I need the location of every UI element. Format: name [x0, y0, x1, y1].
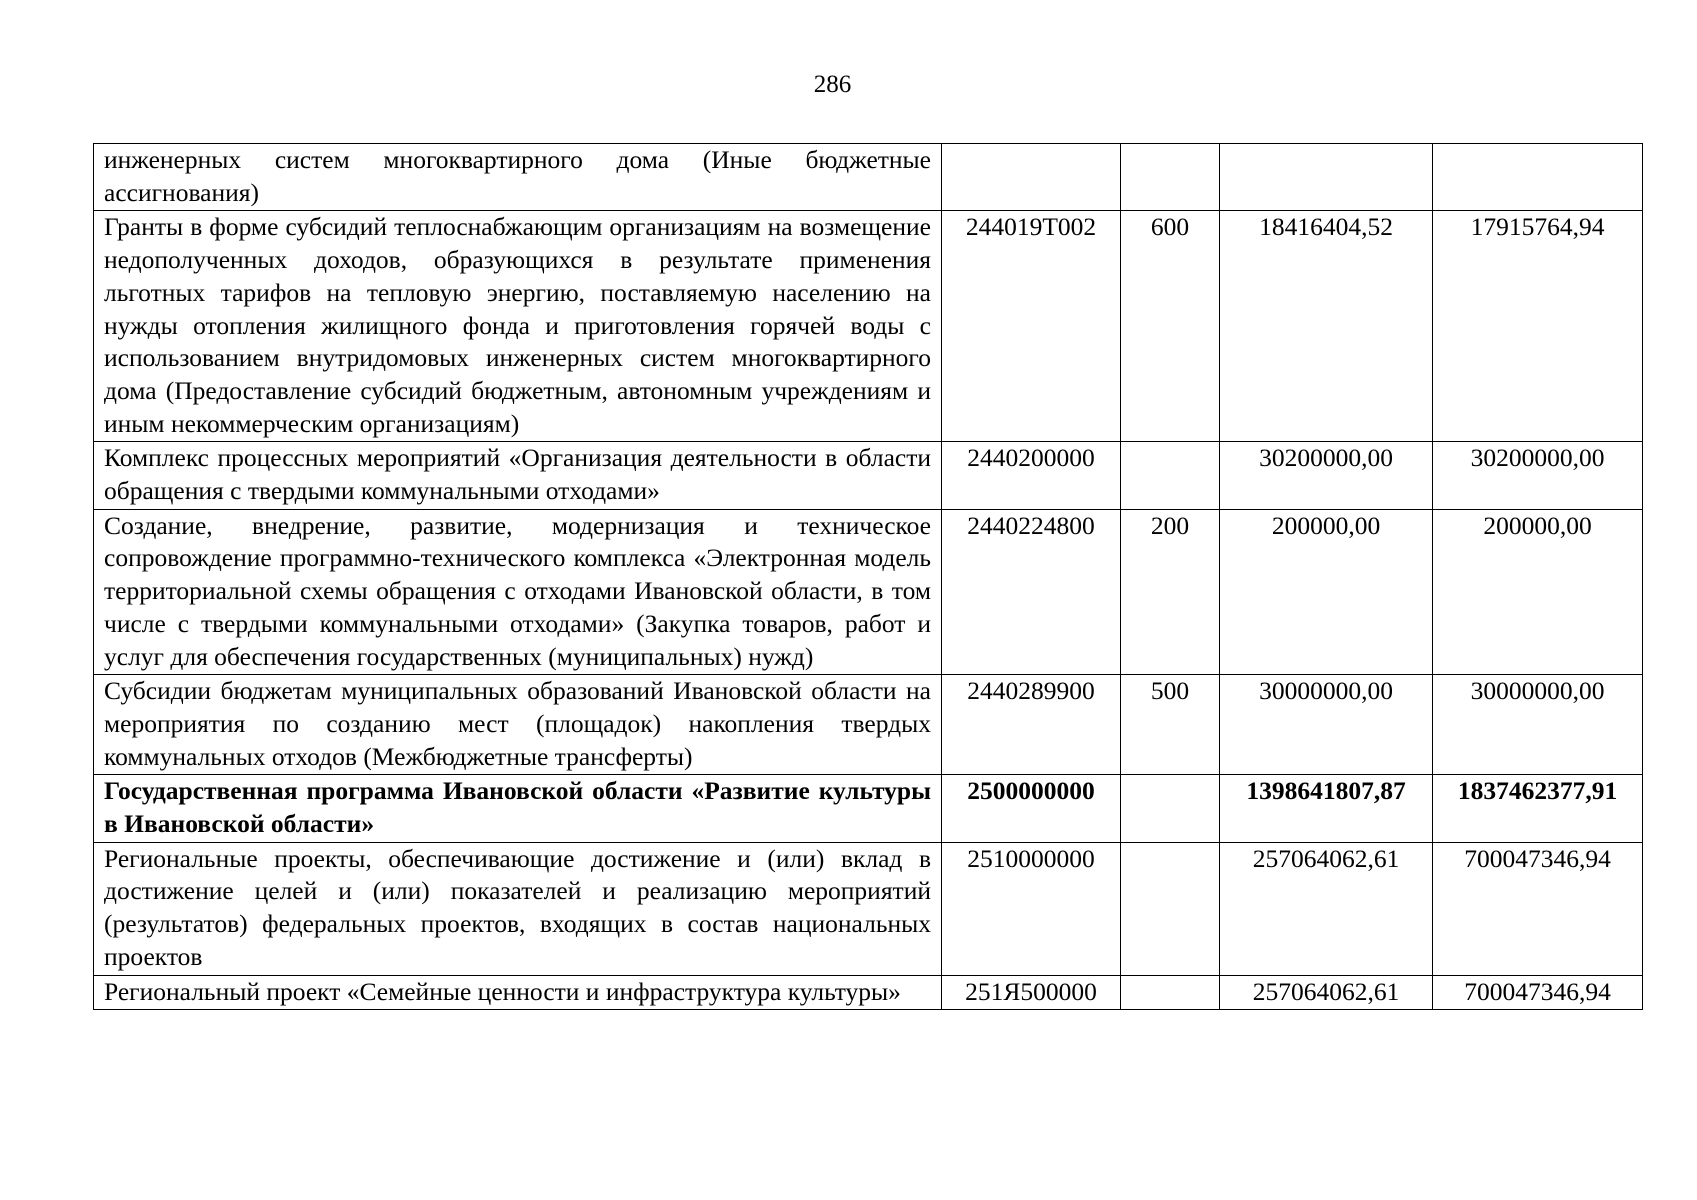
- table-row: [94, 211, 1643, 442]
- row-amount-year-2: [1433, 144, 1643, 211]
- row-expense-type: 500: [1121, 675, 1220, 775]
- row-amount-year-2: 700047346,94: [1433, 975, 1643, 1010]
- row-name: Региональные проекты, обеспечивающие достижение и (или) вклад в достижение целей и (или) показателей и реализацию мероприятий (результатов) федеральных проектов, входящих в состав национальных проектов: [94, 842, 942, 975]
- row-code: 2500000000: [942, 775, 1121, 842]
- row-code: 2440289900: [942, 675, 1121, 775]
- row-amount-year-1: 30000000,00: [1220, 675, 1433, 775]
- budget-table: [93, 143, 1643, 1010]
- row-name: Государственная программа Ивановской области «Развитие культуры в Ивановской области»: [94, 775, 942, 842]
- row-amount-year-2: 30000000,00: [1433, 675, 1643, 775]
- row-code: [942, 144, 1121, 211]
- row-amount-year-1: 200000,00: [1220, 509, 1433, 675]
- table-row: [94, 442, 1643, 509]
- row-expense-type: [1121, 442, 1220, 509]
- row-amount-year-1: [1220, 144, 1433, 211]
- table-row: [94, 675, 1643, 775]
- row-amount-year-1: 257064062,61: [1220, 975, 1433, 1010]
- row-name: Субсидии бюджетам муниципальных образований Ивановской области на мероприятия по созданию мест (площадок) накопления твердых коммунальных отходов (Межбюджетные трансферты): [94, 675, 942, 775]
- row-expense-type: [1121, 775, 1220, 842]
- row-amount-year-2: 30200000,00: [1433, 442, 1643, 509]
- row-code: 244019Т002: [942, 211, 1121, 442]
- row-name: инженерных систем многоквартирного дома (Иные бюджетные ассигнования): [94, 144, 942, 211]
- row-amount-year-2: 700047346,94: [1433, 842, 1643, 975]
- row-code: 2440224800: [942, 509, 1121, 675]
- row-expense-type: 200: [1121, 509, 1220, 675]
- row-expense-type: [1121, 842, 1220, 975]
- row-code: 251Я500000: [942, 975, 1121, 1010]
- row-amount-year-2: 1837462377,91: [1433, 775, 1643, 842]
- page-number: 286: [813, 71, 852, 98]
- table-row: [94, 975, 1643, 1010]
- row-amount-year-1: 18416404,52: [1220, 211, 1433, 442]
- row-amount-year-2: 200000,00: [1433, 509, 1643, 675]
- table-row: [94, 509, 1643, 675]
- table-row: [94, 144, 1643, 211]
- row-expense-type: 600: [1121, 211, 1220, 442]
- table-row: [94, 775, 1643, 842]
- row-amount-year-1: 257064062,61: [1220, 842, 1433, 975]
- row-code: 2440200000: [942, 442, 1121, 509]
- row-name: Гранты в форме субсидий теплоснабжающим организациям на возмещение недополученных доходов, образующихся в результате применения льготных тарифов на тепловую энергию, поставляемую населению на нужды отопления жилищного фонда и приготовления горячей воды с использованием внутридомовых инженерных систем многоквартирного дома (Предоставление субсидий бюджетным, автономным учреждениям и иным некоммерческим организациям): [94, 211, 942, 442]
- row-expense-type: [1121, 975, 1220, 1010]
- table-row: [94, 842, 1643, 975]
- row-amount-year-1: 30200000,00: [1220, 442, 1433, 509]
- row-name: Создание, внедрение, развитие, модернизация и техническое сопровождение программно-технического комплекса «Электронная модель территориальной схемы обращения с отходами Ивановской области, в том числе с твердыми коммунальными отходами» (Закупка товаров, работ и услуг для обеспечения государственных (муниципальных) нужд): [94, 509, 942, 675]
- row-amount-year-2: 17915764,94: [1433, 211, 1643, 442]
- row-amount-year-1: 1398641807,87: [1220, 775, 1433, 842]
- row-expense-type: [1121, 144, 1220, 211]
- row-code: 2510000000: [942, 842, 1121, 975]
- row-name: Комплекс процессных мероприятий «Организация деятельности в области обращения с твердыми коммунальными отходами»: [94, 442, 942, 509]
- budget-table-body: [94, 144, 1643, 1010]
- row-name: Региональный проект «Семейные ценности и инфраструктура культуры»: [94, 975, 942, 1010]
